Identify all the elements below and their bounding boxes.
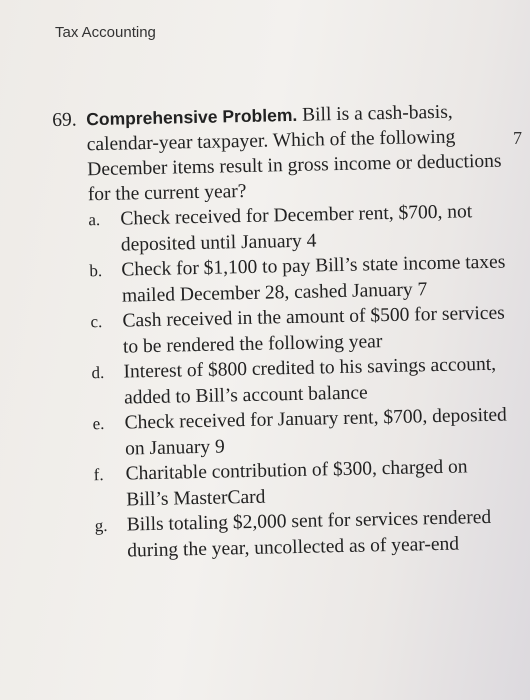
- item-letter: a.: [88, 210, 101, 230]
- problem-text: Bill is a cash-basis, calendar-year taxpayer. Which of the following December items result in gross income or deductions for the current year?: [86, 101, 502, 206]
- item-letter: g.: [94, 515, 108, 536]
- list-item: [89, 250, 506, 310]
- item-text: Bills totaling $2,000 sent for services rendered during the year, uncollected as of year-end: [126, 506, 492, 562]
- margin-page-number: 7: [513, 128, 522, 148]
- item-text: Check for $1,100 to pay Bill’s state income taxes mailed December 28, cashed January 7: [121, 251, 506, 307]
- problem-statement: [86, 99, 504, 208]
- item-letter: d.: [91, 362, 105, 383]
- item-text: Check received for December rent, $700, not deposited until January 4: [120, 201, 473, 256]
- item-letter: f.: [93, 465, 104, 485]
- item-text: Charitable contribution of $300, charged on Bill’s MasterCard: [125, 456, 468, 511]
- item-text: Cash received in the amount of $500 for services to be rendered the following year: [122, 302, 505, 358]
- item-text: Check received for January rent, $700, deposited on January 9: [124, 404, 508, 460]
- item-text: Interest of $800 credited to his savings account, added to Bill’s account balance: [123, 353, 497, 409]
- item-letter: c.: [90, 311, 103, 332]
- list-item: [93, 453, 510, 513]
- problem-heading: Comprehensive Problem.: [86, 104, 298, 130]
- item-letter: e.: [92, 413, 105, 434]
- list-item: [90, 301, 507, 361]
- item-list: [88, 199, 511, 565]
- list-item: [91, 352, 508, 412]
- list-item: [92, 403, 509, 463]
- item-letter: b.: [89, 260, 103, 281]
- problem-number: 69.: [52, 109, 77, 131]
- problem-69: [52, 99, 511, 565]
- problem-stem: [52, 99, 504, 208]
- page-header: Tax Accounting: [55, 24, 156, 41]
- list-item: [94, 504, 511, 564]
- list-item: [88, 199, 505, 259]
